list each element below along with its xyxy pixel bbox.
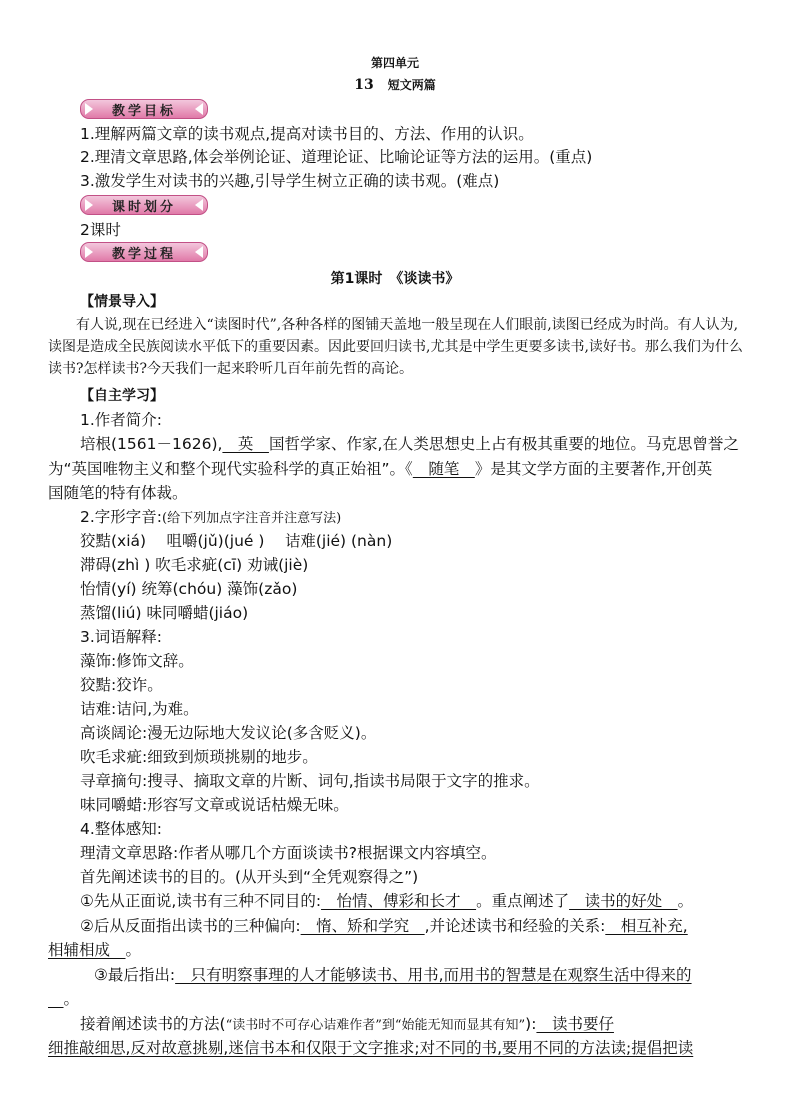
objective-1: 1.理解两篇文章的读书观点,提高对读书目的、方法、作用的认识。 — [80, 125, 534, 143]
answer-blank: 怡情、傅彩和长才 — [321, 892, 477, 910]
intro-label: 【情景导入】 — [80, 294, 164, 310]
point-2 — [80, 916, 688, 936]
answer-blank: 惰、矫和学究 — [300, 917, 425, 935]
method-text: ): — [525, 1015, 537, 1033]
point-text: ,并论述读书和经验的关系: — [424, 917, 606, 935]
vocab-item: 寻章摘句:搜寻、摘取文章的片断、词句,指读书局限于文字的推求。 — [80, 772, 540, 790]
objective-3: 3.激发学生对读书的兴趣,引导学生树立正确的读书观。(难点) — [80, 172, 500, 190]
point-text: ③最后指出: — [94, 966, 176, 984]
answer-blank — [48, 990, 64, 1008]
process-banner — [80, 242, 208, 262]
point-3-cont — [48, 989, 79, 1009]
answer-blank: 相互补充, — [605, 917, 688, 935]
pronounce-title-line — [80, 507, 341, 529]
unit-title: 第四单元 — [370, 56, 419, 70]
overall-title: 4.整体感知: — [80, 820, 163, 838]
answer-blank: 随笔 — [412, 460, 475, 478]
answer-blank: 细推敲细思,反对故意挑剔,迷信书本和仅限于文字推求;对不同的书,要用不同的方法读;提倡把读 — [48, 1039, 694, 1057]
answer-blank: 相辅相成 — [48, 941, 126, 959]
method-line-cont — [48, 1038, 693, 1058]
objectives-banner-label: 教学目标 — [111, 103, 176, 119]
arrow-left-icon — [195, 246, 203, 258]
author-title: 1.作者简介: — [80, 411, 163, 429]
schedule-banner-label: 课时划分 — [111, 199, 176, 215]
vocab-item: 诘难:诘问,为难。 — [80, 700, 199, 718]
lesson-number: 13 — [354, 77, 374, 93]
schedule-banner — [80, 195, 208, 215]
schedule-text: 2课时 — [80, 221, 121, 239]
lesson-title: 短文两篇 — [387, 78, 436, 92]
point-text: 。 — [63, 990, 80, 1008]
vocab-item: 味同嚼蜡:形容写文章或说话枯燥无味。 — [80, 796, 349, 814]
pronounce-note: (给下列加点字注音并注意写法) — [162, 511, 342, 526]
point-text: ①先从正面说,读书有三种不同目的: — [80, 892, 322, 910]
overall-question: 理清文章思路:作者从哪几个方面谈读书?根据课文内容填空。 — [80, 844, 497, 862]
pronounce-row: 狡黠(xiá) 咀嚼(jǔ)(jué ) 诘难(jié) (nàn) — [80, 532, 393, 550]
pronounce-row: 怡情(yí) 统筹(chóu) 藻饰(zǎo) — [80, 580, 298, 598]
lesson-heading: 第1课时 《谈读书》 — [330, 271, 460, 287]
author-text: 培根(1561－1626), — [80, 435, 223, 453]
pronounce-row: 蒸馏(liú) 味同嚼蜡(jiáo) — [80, 604, 249, 622]
author-text: 为“英国唯物主义和整个现代实验科学的真正始祖”。《 — [48, 460, 413, 478]
arrow-right-icon — [85, 246, 93, 258]
arrow-right-icon — [85, 199, 93, 211]
answer-blank: 只有明察事理的人才能够读书、用书,而用书的智慧是在观察生活中得来的 — [175, 966, 692, 984]
answer-blank: 读书的好处 — [569, 892, 678, 910]
point-text: 。 — [677, 892, 694, 910]
author-line-1 — [80, 434, 739, 454]
objective-2: 2.理清文章思路,体会举例论证、道理论证、比喻论证等方法的运用。(重点) — [80, 148, 593, 166]
point-1 — [80, 891, 693, 911]
pronounce-row: 滞碍(zhì ) 吹毛求疵(cī) 劝诫(jiè) — [80, 556, 309, 574]
answer-blank: 英 — [222, 435, 269, 453]
vocab-item: 吹毛求疵:细致到烦琐挑剔的地步。 — [80, 748, 318, 766]
method-line — [80, 1014, 614, 1036]
vocab-item: 藻饰:修饰文辞。 — [80, 652, 194, 670]
method-quote: “读书时不可存心诘难作者”到“始能无知而显其有知” — [225, 1018, 526, 1033]
author-text: 》是其文学方面的主要著作,开创英 — [474, 460, 713, 478]
process-banner-label: 教学过程 — [111, 246, 176, 262]
author-line-3: 国随笔的特有体裁。 — [48, 484, 188, 502]
method-text: 接着阐述读书的方法( — [80, 1015, 226, 1033]
point-text: 。重点阐述了 — [476, 892, 570, 910]
vocab-title: 3.词语解释: — [80, 628, 163, 646]
arrow-left-icon — [195, 199, 203, 211]
vocab-item: 狡黠:狡诈。 — [80, 676, 163, 694]
vocab-item: 高谈阔论:漫无边际地大发议论(多含贬义)。 — [80, 724, 377, 742]
arrow-right-icon — [85, 103, 93, 115]
author-text: 国哲学家、作家,在人类思想史上占有极其重要的地位。马克思曾誉之 — [268, 435, 739, 453]
overall-first: 首先阐述读书的目的。(从开头到“全凭观察得之”) — [80, 868, 419, 886]
arrow-left-icon — [195, 103, 203, 115]
author-line-2 — [48, 459, 712, 479]
point-2-cont — [48, 940, 141, 960]
point-text: 。 — [125, 941, 142, 959]
lesson-title-line — [0, 76, 790, 93]
point-3 — [94, 965, 692, 985]
intro-paragraph: 有人说,现在已经进入“读图时代”,各种各样的图铺天盖地一般呈现在人们眼前,读图已经成为时尚。有人认为,读图是造成全民族阅读水平低下的重要因素。因此要回归读书,尤其是中学生更要多读书,读好书。那么我们为什么读书?怎样读书?今天我们一起来聆听几百年前先哲的高论。 — [48, 317, 743, 377]
pronounce-title: 2.字形字音: — [80, 508, 163, 526]
objectives-banner — [80, 99, 208, 119]
self-study-label: 【自主学习】 — [80, 388, 164, 404]
answer-blank: 读书要仔 — [536, 1015, 614, 1033]
point-text: ②后从反面指出读书的三种偏向: — [80, 917, 301, 935]
